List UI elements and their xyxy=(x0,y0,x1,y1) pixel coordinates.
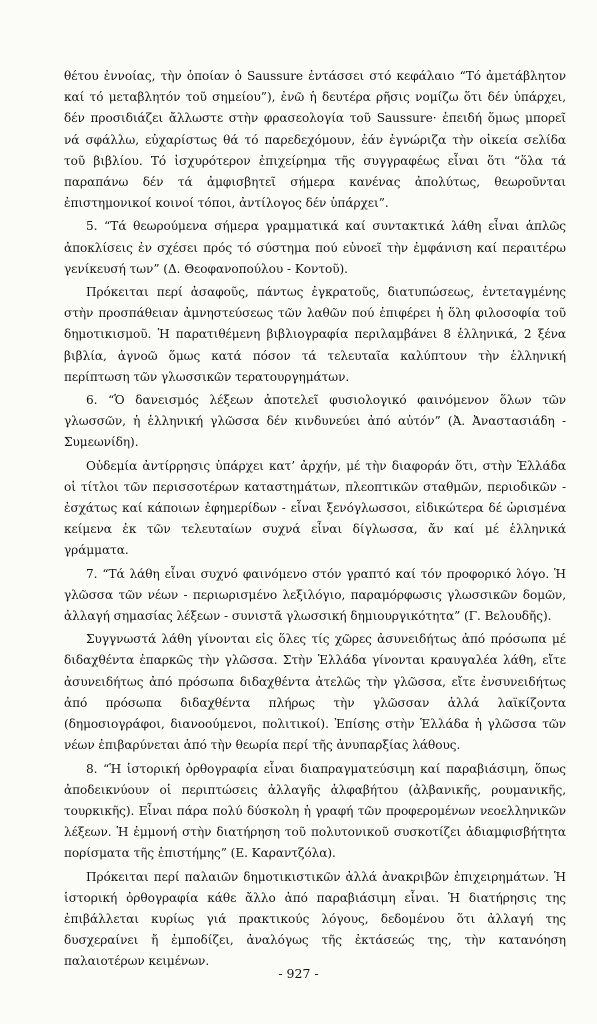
paragraph-response-5: Πρόκειται περί ἀσαφοῦς, πάντως ἐγκρατοῦς, διατυπώσεως, ἐντεταγμένης στὴν προσπάθειαν ἀμνηστεύσεως τῶν λαθῶν πού ἐπιφέρει ἡ ὅλη φιλοσοφία τοῦ δημοτικισμοῦ. Ἡ παρατιθέμενη βιβλιογραφία περιλαμβάνει 8 ἑλληνικά, 2 ξένα βιβλία, ἀγνοῶ ὅμως κατά πόσον τά τελευταῖα καλύπτουν τὴν ἑλληνική περίπτωση τῶν γλωσσικῶν τερατουργημάτων. xyxy=(64,285,566,384)
paragraph-point-6: 6. “Ὁ δανεισμός λέξεων ἀποτελεῖ φυσιολογικό φαινόμενον ὅλων τῶν γλωσσῶν, ἡ ἑλληνική γλῶσσα δέν κινδυνεύει ἀπό αὐτόν” (Ἀ. Ἀναστασιάδη - Συμεωνίδη). xyxy=(64,393,566,450)
paragraph-point-5: 5. “Τά θεωρούμενα σήμερα γραμματικά καί συντακτικά λάθη εἶναι ἁπλῶς ἀποκλίσεις ἐν σχέσει πρός τό σύστημα πού εὐνοεῖ τὴν ἐμφάνιση καί περαιτέρω γενίκευσή των” (Δ. Θεοφανοπούλου - Κοντοῦ). xyxy=(64,219,566,276)
paragraph-point-8: 8. “Ἡ ἱστορική ὀρθογραφία εἶναι διαπραγματεύσιμη καί παραβιάσιμη, ὅπως ἀποδεικνύουν οἱ περιπτώσεις ἀλλαγῆς ἀλφαβήτου (ἀλβανικῆς, ρουμανικῆς, τουρκικῆς). Εἶναι πάρα πολύ δύσκολη ἡ γραφή τῶν προφερομένων νεοελληνικῶν λέξεων. Ἡ ἐμμονή στὴν διατήρηση τοῦ πολυτονικοῦ συσκοτίζει ἀδιαμφισβήτητα πορίσματα τῆς ἐπιστήμης” (Ε. Καραντζόλα). xyxy=(64,761,566,861)
paragraph-point-7: 7. “Τά λάθη εἶναι συχνό φαινόμενο στόν γραπτό καί τόν προφορικό λόγο. Ἡ γλῶσσα τῶν νέων - περιωρισμένο λεξιλόγιο, παραμόρφωσις γλωσσικῶν δομῶν, ἀλλαγή σημασίας λέξεων - συνιστᾶ γλωσσική δημιουργικότητα” (Γ. Βελουδῆς). xyxy=(64,566,566,624)
paragraph-response-7: Συγγνωστά λάθη γίνονται εἰς ὅλες τίς χῶρες ἀσυνειδήτως ἀπό πρόσωπα μέ διδαχθέντα ἐπαρκῶς τὴν γλῶσσα. Στὴν Ἑλλάδα γίνονται κραυγαλέα λάθη, εἴτε ἀσυνειδήτως ἀπό πρόσωπα διδαχθέντα ἀτελῶς τὴν γλῶσσα, εἴτε ἐνσυνειδήτως ἀπό πρόσωπα διδαχθέντα πλήρως τὴν γλῶσσαν ἀλλά λαϊκίζοντα (δημοσιογράφοι, διανοούμενοι, πολιτικοί). Ἐπίσης στὴν Ἑλλάδα ἡ γλῶσσα τῶν νέων ἐπιβαρύνεται ἀπό τὴν θεωρία περί τῆς ἀνυπαρξίας λάθους. xyxy=(64,632,566,753)
body-text xyxy=(64,66,566,975)
paragraph-response-6: Οὐδεμία ἀντίρρησις ὑπάρχει κατ’ ἀρχήν, μέ τὴν διαφοράν ὅτι, στὴν Ἑλλάδα οἱ τίτλοι τῶν περισσοτέρων καταστημάτων, πλεοπτικῶν σταθμῶν, περιοδικῶν - ἐσχάτως καί κάποιων ἐφημερίδων - εἶναι ξενόγλωσσοι, εἰδικώτερα δέ ὡρισμένα κείμενα ἐκ τῶν τελευταίων συχνά εἶναι δίγλωσσα, ἄν καί μέ ἑλληνικά γράμματα. xyxy=(64,458,566,558)
paragraph-continuation: θέτου ἐννοίας, τὴν ὁποίαν ὁ Saussure ἐντάσσει στό κεφάλαιο “Τό ἀμετάβλητον καί τό μεταβλητόν τοῦ σημείου”), ἐνῶ ἡ δευτέρα ρῆσις νομίζω ὅτι δέν ὑπάρχει, δέν προσιδιάζει ἄλλωστε στὴν φρασεολογία τοῦ Saussure· ἐπειδή ὅμως μπορεῖ νά σφάλλω, εὐχαρίστως θά τό παρεδεχόμουν, ἐάν ἐγνώριζα τὴν οἰκεία σελίδα τοῦ βιβλίου. Τό ἰσχυρότερον ἐπιχείρημα τῆς συγγραφέως εἶναι ὅτι “ὅλα τά παραπάνω δέν τά ἀμφισβητεῖ σήμερα κανένας ἀπολύτως, θεωροῦνται ἐπιστημονικοί κοινοί τόποι, ἀντίλογος δέν ὑπάρχει”. xyxy=(64,69,566,211)
page-number: - 927 - xyxy=(278,966,319,981)
paragraph-response-8: Πρόκειται περί παλαιῶν δημοτικιστικῶν ἀλλά ἀνακριβῶν ἐπιχειρημάτων. Ἡ ἱστορική ὀρθογραφία κάθε ἄλλο ἀπό παραβιάσιμη εἶναι. Ἡ διατήρησις της ἐπιβάλλεται κυρίως γιά πρακτικούς λόγους, δεδομένου ὅτι ἀλλαγή της δυσχεραίνει ἤ ἐμποδίζει, ἀναλόγως τῆς ἐκτάσεώς της, τὴν κατανόηση παλαιοτέρων κειμένων. xyxy=(64,869,566,969)
